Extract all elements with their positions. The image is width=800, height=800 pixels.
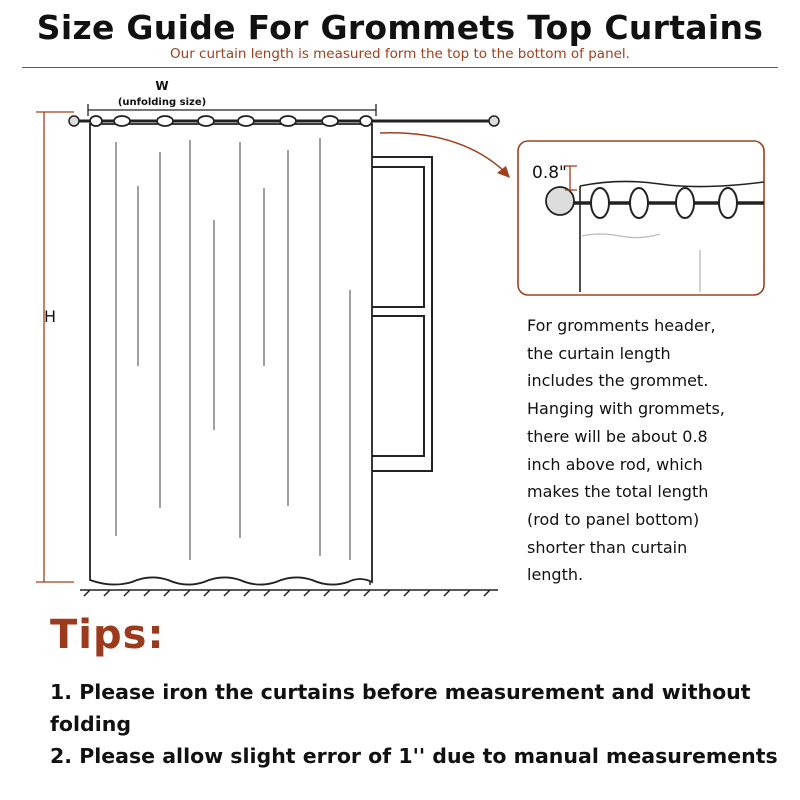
note-line: For gromments header, <box>527 316 716 335</box>
height-label: H <box>43 307 57 326</box>
floor <box>80 590 498 596</box>
note-line: shorter than curtain <box>527 537 688 557</box>
note-line: inch above rod, which <box>527 454 703 474</box>
note-line: includes the grommet. <box>527 371 709 391</box>
page-title: Size Guide For Grommets Top Curtains <box>36 8 764 47</box>
note-line: (rod to panel bottom) <box>527 509 700 529</box>
tip-item: 2. Please allow slight error of 1'' due to manual measurements <box>50 744 778 768</box>
curtain-panel <box>90 124 372 585</box>
note-line: length. <box>527 565 584 585</box>
tips-list <box>50 676 780 772</box>
height-dimension <box>36 112 74 582</box>
callout-arrowhead <box>497 166 510 178</box>
tips-heading: Tips: <box>50 612 165 658</box>
note-line: Hanging with grommets, <box>527 399 725 419</box>
width-note: (unfolding size) <box>117 97 207 108</box>
note-line: there will be about 0.8 <box>527 426 708 446</box>
width-label: W <box>155 79 169 93</box>
page-subtitle: Our curtain length is measured form the top to the bottom of panel. <box>170 46 630 62</box>
note-line: the curtain length <box>527 343 671 363</box>
detail-measurement-label: 0.8" <box>532 163 567 183</box>
grommet-note <box>527 312 787 589</box>
note-line: makes the total length <box>527 482 709 502</box>
tip-item: 1. Please iron the curtains before measurement and without folding <box>50 680 751 736</box>
